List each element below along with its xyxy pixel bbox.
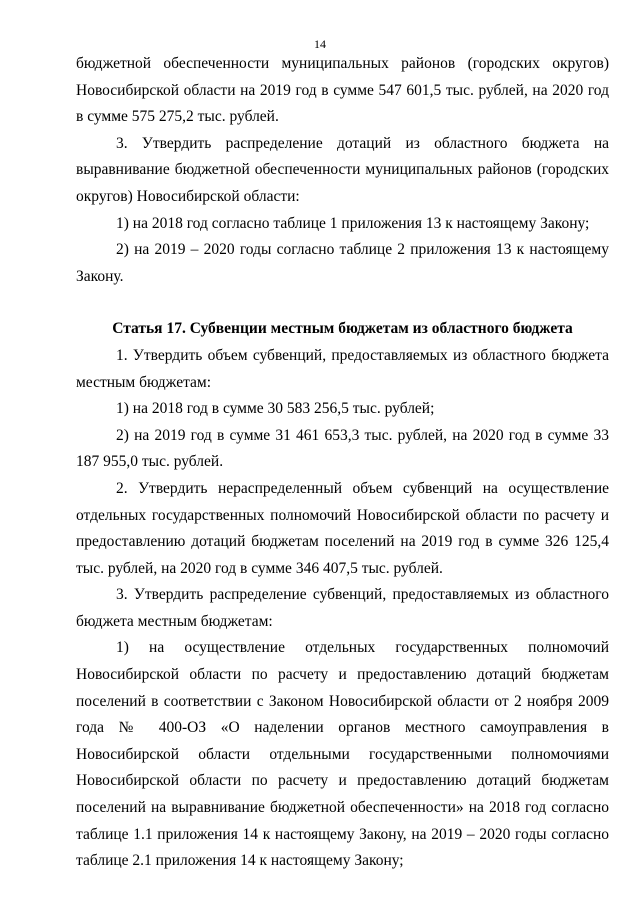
paragraph-subitem-2018: 1) на 2018 год согласно таблице 1 приложения 13 к настоящему Закону; (116, 214, 590, 232)
article-17-heading: Статья 17. Субвенции местным бюджетам из областного бюджета (112, 320, 573, 338)
paragraph-article-17-item-2: 2. Утвердить нераспределенный объем субвенций на осуществление отдельных государственных полномочий Новосибирской области по расчету и предоставлению дотаций бюджетам поселений на 2019 год в сумме 326 125,4 тыс. рублей, на 2020 год в сумме 346 407,5 тыс. рублей. (76, 479, 609, 577)
paragraph-subvention-distribution-1: 1) на осуществление отдельных государственных полномочий Новосибирской области по расчету и предоставлению дотаций бюджетам поселений в соответствии с Законом Новосибирской области от 2 ноября 2009 года № 400-ОЗ «О наделении органов местного самоуправления в Новосибирской области отдельными государственными полномочиями Новосибирской области по расчету и предоставлению дотаций бюджетам поселений на выравнивание бюджетной обеспеченности» на 2018 год согласно таблице 1.1 приложения 14 к настоящему Закону, на 2019 – 2020 годы согласно таблице 2.1 приложения 14 к настоящему Закону; (76, 639, 609, 870)
paragraph-subvention-2019-2020: 2) на 2019 год в сумме 31 461 653,3 тыс. рублей, на 2020 год в сумме 33 187 955,0 тыс. рублей. (76, 426, 609, 471)
paragraph-subvention-2018: 1) на 2018 год в сумме 30 583 256,5 тыс. рублей; (116, 400, 435, 418)
paragraph-budget-sums: бюджетной обеспеченности муниципальных районов (городских округов) Новосибирской области на 2019 год в сумме 547 601,5 тыс. рублей, на 2020 год в сумме 575 275,2 тыс. рублей. (76, 55, 609, 126)
paragraph-article-17-item-3: 3. Утвердить распределение субвенций, предоставляемых из областного бюджета местным бюджетам: (76, 586, 609, 630)
paragraph-article-17-item-1: 1. Утвердить объем субвенций, предоставляемых из областного бюджета местным бюджетам: (76, 346, 609, 391)
spacer (76, 290, 609, 316)
document-body (76, 51, 609, 875)
paragraph-item-3-grants-distribution: 3. Утвердить распределение дотаций из областного бюджета на выравнивание бюджетной обеспеченности муниципальных районов (городских округов) Новосибирской области: (76, 134, 609, 205)
page-number: 14 (314, 37, 326, 51)
paragraph-subitem-2019-2020: 2) на 2019 – 2020 годы согласно таблице 2 приложения 13 к настоящему Закону. (76, 241, 609, 285)
